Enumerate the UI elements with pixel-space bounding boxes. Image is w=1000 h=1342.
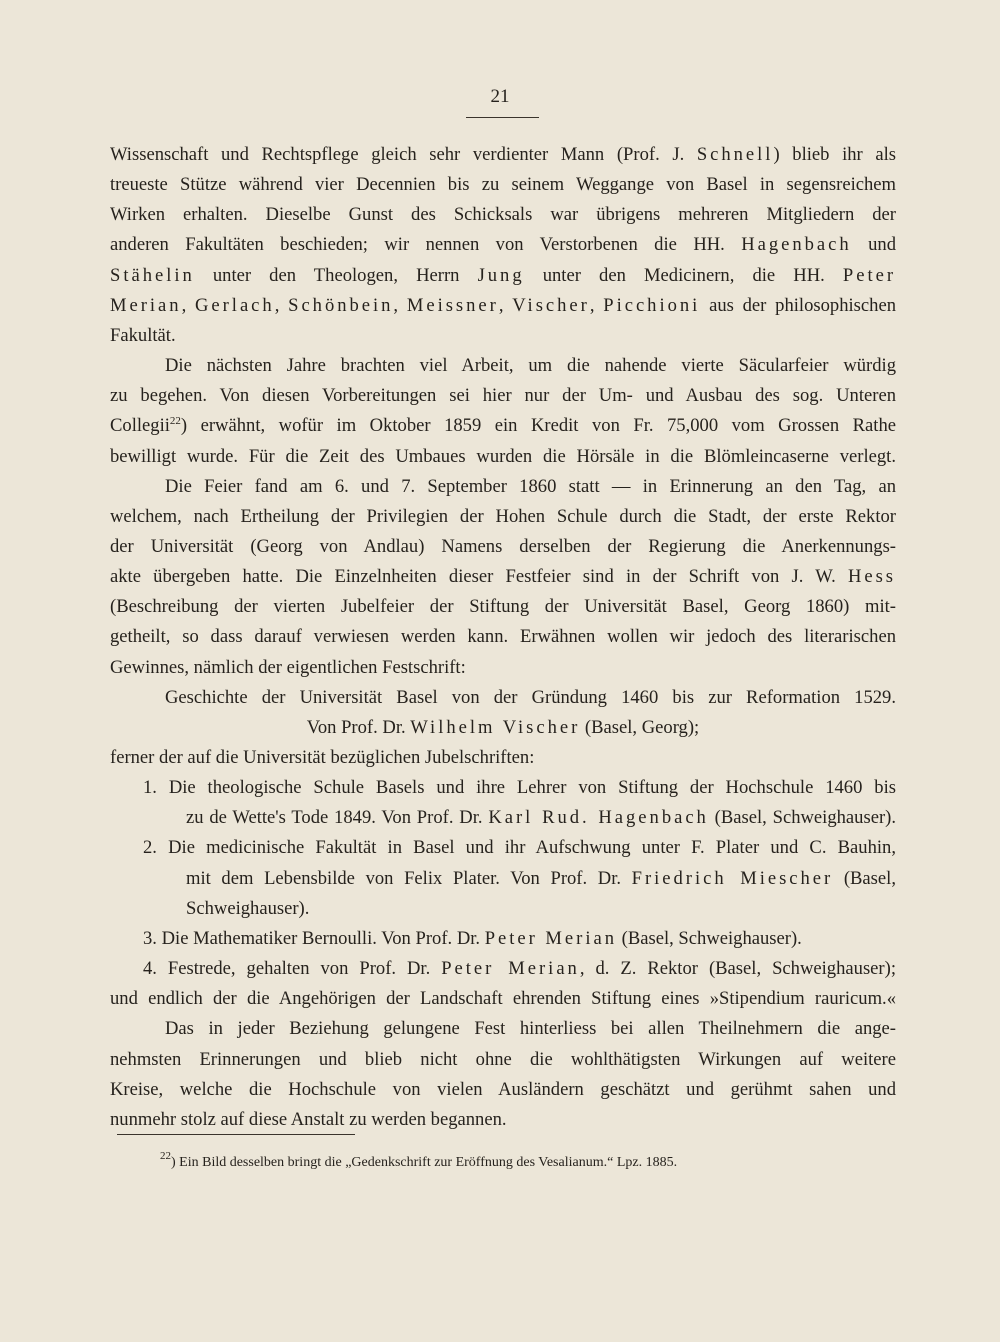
text-run: Friedrich Miescher bbox=[631, 867, 834, 889]
text-run: (Basel, bbox=[833, 867, 896, 889]
text-run: , bbox=[589, 294, 604, 316]
text-run: ferner der auf die Universität bezüglichen Jubelschriften: bbox=[110, 747, 535, 768]
text-run: anderen Fakultäten beschieden; wir nennen von Verstorbenen die HH. bbox=[110, 234, 742, 256]
text-line bbox=[110, 622, 896, 652]
text-line bbox=[110, 230, 896, 260]
text-run: , d. Z. Rektor (Basel, Schweighauser); bbox=[579, 958, 896, 980]
text-run: Wissenschaft und Rechtspflege gleich sehr verdienter Mann (Prof. J. bbox=[110, 144, 697, 165]
text-run: Hess bbox=[847, 566, 896, 588]
text-line bbox=[110, 170, 896, 200]
text-line bbox=[110, 592, 896, 622]
text-line bbox=[110, 411, 896, 441]
text-line bbox=[110, 653, 896, 683]
text-run: der Universität (Georg von Andlau) Namens derselben der Regierung die Anerkennungs- bbox=[110, 535, 896, 557]
text-run: unter den Theologen, Herrn bbox=[194, 264, 478, 286]
text-run: zu de Wette's Tode 1849. Von Prof. Dr. bbox=[186, 807, 489, 829]
text-run: 4. Festrede, gehalten von Prof. Dr. bbox=[143, 958, 442, 980]
text-line bbox=[165, 1014, 896, 1044]
text-line bbox=[110, 442, 896, 472]
text-run: (Basel, Schweighauser). bbox=[616, 927, 802, 949]
text-line bbox=[110, 261, 896, 291]
text-run: und bbox=[851, 234, 896, 256]
text-run: (Basel, Georg); bbox=[580, 716, 700, 738]
text-run: welchem, nach Ertheilung der Privilegien der Hohen Schule durch die Stadt, der erste Rektor bbox=[110, 505, 896, 527]
page-number: 21 bbox=[490, 86, 510, 107]
text-run: Die nächsten Jahre brachten viel Arbeit, um die nahende vierte Säcularfeier würdig bbox=[165, 355, 896, 377]
text-line bbox=[110, 502, 896, 532]
text-run: ) erwähnt, wofür im Oktober 1859 ein Kredit von Fr. 75,000 vom Grossen Rathe bbox=[180, 415, 896, 437]
text-run: Gerlach bbox=[195, 294, 275, 316]
text-run: Geschichte der Universität Basel von der Gründung 1460 bis zur Reformation 1529. bbox=[165, 686, 896, 708]
text-run: akte übergeben hatte. Die Einzelnheiten dieser Festfeier sind in der Schrift von J. W. bbox=[110, 566, 848, 588]
footnote-mark: 22 bbox=[160, 1150, 171, 1162]
text-run: Wilhelm Vischer bbox=[410, 716, 581, 738]
text-line bbox=[110, 1045, 896, 1075]
text-run: Vischer bbox=[512, 294, 590, 316]
text-run: (Beschreibung der vierten Jubelfeier der Stiftung der Universität Basel, Georg 1860) mit- bbox=[110, 596, 896, 618]
text-line bbox=[143, 773, 896, 803]
text-run: Fakultät. bbox=[110, 324, 176, 346]
text-line bbox=[110, 984, 896, 1014]
text-run: Schnell bbox=[696, 144, 774, 165]
text-line bbox=[110, 713, 896, 743]
text-run: Das in jeder Beziehung gelungene Fest hinterliess bei allen Theilnehmern die ange- bbox=[165, 1018, 896, 1040]
text-run: Von Prof. Dr. bbox=[306, 716, 411, 738]
text-run: Schweighauser). bbox=[186, 897, 310, 919]
text-run: , bbox=[393, 294, 407, 316]
text-run: Karl Rud. Hagenbach bbox=[488, 807, 709, 829]
text-line bbox=[165, 472, 896, 502]
text-run: 2. Die medicinische Fakultät in Basel und ihr Aufschwung unter F. Plater und C. Bauhin, bbox=[143, 837, 896, 859]
text-run: Stähelin bbox=[110, 264, 195, 286]
text-run: Collegii bbox=[110, 415, 170, 437]
text-run: Kreise, welche die Hochschule von vielen Ausländern geschätzt und gerühmt sahen und bbox=[110, 1078, 896, 1100]
text-run: aus der philosophischen bbox=[700, 294, 897, 316]
text-run: 3. Die Mathematiker Bernoulli. Von Prof. Dr. bbox=[143, 927, 485, 949]
text-run: , bbox=[274, 294, 289, 316]
text-run: (Basel, Schweighauser). bbox=[708, 807, 896, 829]
text-line bbox=[110, 532, 896, 562]
page-number-rule bbox=[466, 117, 539, 118]
text-run: Hagenbach bbox=[741, 234, 852, 256]
text-line bbox=[143, 954, 896, 984]
text-run: zu begehen. Von diesen Vorbereitungen sei hier nur der Um- und Ausbau des sog. Unteren bbox=[110, 385, 896, 407]
footnote-text: ) Ein Bild desselben bringt die „Gedenkschrift zur Eröffnung des Vesalianum.“ Lpz. 1885. bbox=[171, 1155, 678, 1170]
text-line bbox=[186, 864, 896, 894]
text-line bbox=[165, 683, 896, 713]
text-run: bewilligt wurde. Für die Zeit des Umbaues wurden die Hörsäle in die Blömleincaserne verlegt. bbox=[110, 445, 896, 467]
text-run: ) blieb ihr als bbox=[773, 144, 896, 165]
text-run: Peter Merian bbox=[484, 927, 617, 949]
text-run: 1. Die theologische Schule Basels und ihre Lehrer von Stiftung der Hochschule 1460 bis bbox=[143, 777, 896, 799]
text-run: Schönbein bbox=[288, 294, 394, 316]
text-line bbox=[110, 291, 896, 321]
text-run: getheilt, so dass darauf verwiesen werden kann. Erwähnen wollen wir jedoch des literarischen bbox=[110, 626, 896, 648]
text-run: Gewinnes, nämlich der eigentlichen Festschrift: bbox=[110, 656, 466, 678]
text-run: treueste Stütze während vier Decennien bis zu seinem Weggange von Basel in segensreichem bbox=[110, 174, 896, 196]
footnote-rule bbox=[117, 1134, 355, 1135]
text-run: mit dem Lebensbilde von Felix Plater. Von Prof. Dr. bbox=[186, 867, 632, 889]
text-line bbox=[110, 140, 896, 170]
text-line bbox=[110, 1105, 896, 1135]
text-line bbox=[110, 321, 896, 351]
text-run: , bbox=[498, 294, 513, 316]
text-line bbox=[110, 200, 896, 230]
text-line bbox=[110, 562, 896, 592]
text-line bbox=[110, 743, 896, 773]
text-run: Wirken erhalten. Dieselbe Gunst des Schicksals war übrigens mehreren Mitgliedern der bbox=[110, 204, 896, 226]
text-run: Picchioni bbox=[603, 294, 701, 316]
text-run: Die Feier fand am 6. und 7. September 1860 statt — in Erinnerung an den Tag, an bbox=[165, 475, 896, 497]
text-run: Meissner bbox=[406, 294, 499, 316]
text-line bbox=[143, 833, 896, 863]
text-run: 22 bbox=[169, 415, 181, 428]
text-line bbox=[186, 894, 896, 924]
text-run: Merian bbox=[110, 294, 182, 316]
text-line bbox=[110, 381, 896, 411]
text-run: nunmehr stolz auf diese Anstalt zu werden begannen. bbox=[110, 1108, 507, 1130]
text-run: Jung bbox=[477, 264, 525, 286]
text-line bbox=[110, 1075, 896, 1105]
footnote bbox=[160, 1152, 810, 1174]
text-run: und endlich der die Angehörigen der Landschaft ehrenden Stiftung eines »Stipendium rauricum.« bbox=[110, 988, 896, 1010]
text-run: unter den Medicinern, die HH. bbox=[524, 264, 843, 286]
text-run: Peter Merian bbox=[441, 958, 580, 980]
text-line bbox=[186, 803, 896, 833]
text-run: nehmsten Erinnerungen und blieb nicht ohne die wohlthätigsten Wirkungen auf weitere bbox=[110, 1048, 896, 1070]
text-run: , bbox=[181, 294, 195, 316]
text-line bbox=[143, 924, 896, 954]
text-run: Peter bbox=[842, 264, 896, 286]
text-line bbox=[165, 351, 896, 381]
